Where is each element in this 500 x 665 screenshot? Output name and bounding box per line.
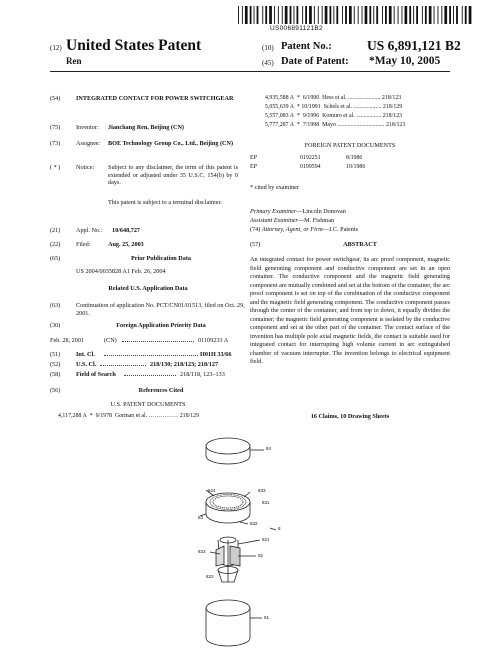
us-ref-row: 5,777,287 A * 7/1998 Mayo ................................ 218/123 [265,122,406,128]
cited-by-examiner-note: * cited by examiner [250,184,299,191]
patent-number-value: US 6,891,121 B2 [367,38,461,53]
filed-code: (22) [50,241,61,248]
barcode-number: US006891121B2 [270,25,323,32]
patent-type-title: United States Patent [66,37,202,54]
assignee-code: (73) [50,140,61,147]
foreign-priority-date: Feb. 28, 2001 [50,337,85,344]
filed-value: Aug. 25, 2003 [108,241,144,248]
refs-code: (56) [50,387,61,394]
notice-code: ( * ) [50,164,61,171]
intcl-code: (51) [50,351,61,358]
dot-leader [122,341,194,342]
label-831: 831 [262,500,270,505]
foreign-ref-number: 0199594 [300,164,321,170]
notice-label: Notice: [76,164,95,171]
uscl-label: U.S. Cl. [76,361,97,368]
label-833: 833 [258,488,266,493]
us-ref-row: 4,117,288 A * 9/1978 Gorman et al. ............... 218/129 [58,413,200,419]
attorney: (74) Attorney, Agent, or Firm—J.C. Patents [250,226,359,233]
label-823: 823 [198,549,206,554]
label-81: 81 [264,615,270,620]
us-patent-docs-heading: U.S. PATENT DOCUMENTS [110,401,186,408]
inventor-label: Inventor: [76,124,99,131]
appl-code: (21) [50,227,61,234]
foreign-priority-country: (CN) [104,337,117,344]
patent-number-code: (10) [262,44,274,52]
continuation-code: (63) [50,302,61,309]
appl-value: 10/648,727 [112,227,141,234]
foreign-ref-row: EP [250,164,257,170]
inventor-surname: Ren [66,56,82,66]
continuation-text: Continuation of application No. PCT/CN01/01513, filed on Oct. 29, 2001. [76,302,245,317]
uscl-code: (52) [50,361,61,368]
field-label: Field of Search [76,371,116,378]
refs-heading: References Cited [138,387,184,394]
related-heading: Related U.S. Application Data [108,285,188,292]
inventor-value: Jianchang Ren, Beijing (CN) [108,124,184,131]
abstract-heading: ABSTRACT [343,241,377,248]
inventor-code: (75) [50,124,61,131]
container-part [200,490,250,524]
us-ref-row: 5,055,639 A * 10/1991 Schels et al. ................... 218/129 [265,104,403,110]
foreign-ref-row: EP [250,155,257,161]
label-82: 82 [258,553,264,558]
filed-label: Filed: [76,241,91,248]
intcl-value: H01H 33/66 [200,351,232,358]
claims-line: 16 Claims, 10 Drawing Sheets [310,413,390,420]
dot-leader [104,355,198,356]
assistant-examiner: Assistant Examiner—M. Fishman [250,217,335,224]
dot-leader [100,365,146,366]
label-832: 832 [250,521,258,526]
field-code: (58) [50,371,61,378]
notice-text: Subject to any disclaimer, the term of this patent is extended or adjusted under 35 U.S.C. 154(b) by 0 days. [108,164,238,187]
date-of-patent-code: (45) [262,59,274,67]
arc-proof-cap-part [206,438,264,464]
label-83: 83 [198,515,204,520]
foreign-priority-code: (30) [50,322,61,329]
label-8: 8 [278,526,281,531]
field-value: 218/118, 123–133 [180,371,225,378]
label-84: 84 [266,446,272,451]
foreign-patent-docs-heading: FOREIGN PATENT DOCUMENTS [304,142,396,149]
title-code: (54) [50,95,61,102]
prior-value: US 2004/0035828 A1 Feb. 26, 2004 [76,268,166,275]
foreign-ref-date: 10/1986 [346,164,366,170]
label-824: 824 [208,488,216,493]
dot-leader [124,375,176,376]
label-822: 822 [206,574,214,579]
invention-title: INTEGRATED CONTACT FOR POWER SWITCHGEAR [76,95,234,102]
terminal-disclaimer-text: This patent is subject to a terminal disclaimer. [108,199,222,206]
exploded-contact-drawing [180,432,300,654]
uscl-value: 218/130; 218/123; 218/127 [150,361,219,368]
primary-examiner: Primary Examiner—Lincoln Donovan [250,208,346,215]
intcl-label: Int. Cl. [76,351,95,358]
prior-heading: Prior Publication Data [130,255,192,262]
header-left-code: (12) [50,44,62,52]
assignee-label: Assignee: [76,140,101,147]
foreign-priority-number: 01109233 A [198,337,229,344]
patent-barcode [238,6,474,24]
appl-label: Appl. No.: [76,227,103,234]
patent-number-label: Patent No.: [281,41,332,52]
foreign-priority-heading: Foreign Application Priority Data [116,322,206,329]
us-ref-row: 4,935,588 A * 6/1990 Hess et al. ...................... 218/123 [265,95,402,101]
date-of-patent-label: Date of Patent: [281,56,349,67]
abstract-code: (57) [250,241,261,248]
abstract-text: An integrated contact for power switchgear, its arc proof component, magnetic field generating component and conductive component are set in an open container. The conductive component and the magnetic field generating component are mutually combined and set at the bottom of the container, the arc proof component is set on top of the combination of the conductive component and the magnetic field generating component. The conductive component passes through the center of the container, and from top to down, it equally divides the container; the magnetic field generating component is isolated by the conductive component and set at the other part of the container. The contact surface of the invention has multiple pole axial magnetic fields, the contact is suitable used for integrated contact for interrupting high volume current in arc extinguished chamber of vacuum interrupter. The invention belongs to electrical equipment field. [250,256,450,365]
base-cup-part [206,600,262,646]
us-ref-row: 5,557,083 A * 9/1996 Komuro et al. ................. 218/123 [265,113,403,119]
header-rule [50,71,450,72]
assignee-value: BOE Technology Group Co., Ltd., Beijing (CN) [108,140,234,147]
foreign-ref-date: 8/1986 [346,155,363,161]
label-821: 821 [262,537,270,542]
foreign-ref-number: 0192251 [300,155,321,161]
prior-code: (65) [50,255,61,262]
date-of-patent-value: *May 10, 2005 [369,55,441,67]
